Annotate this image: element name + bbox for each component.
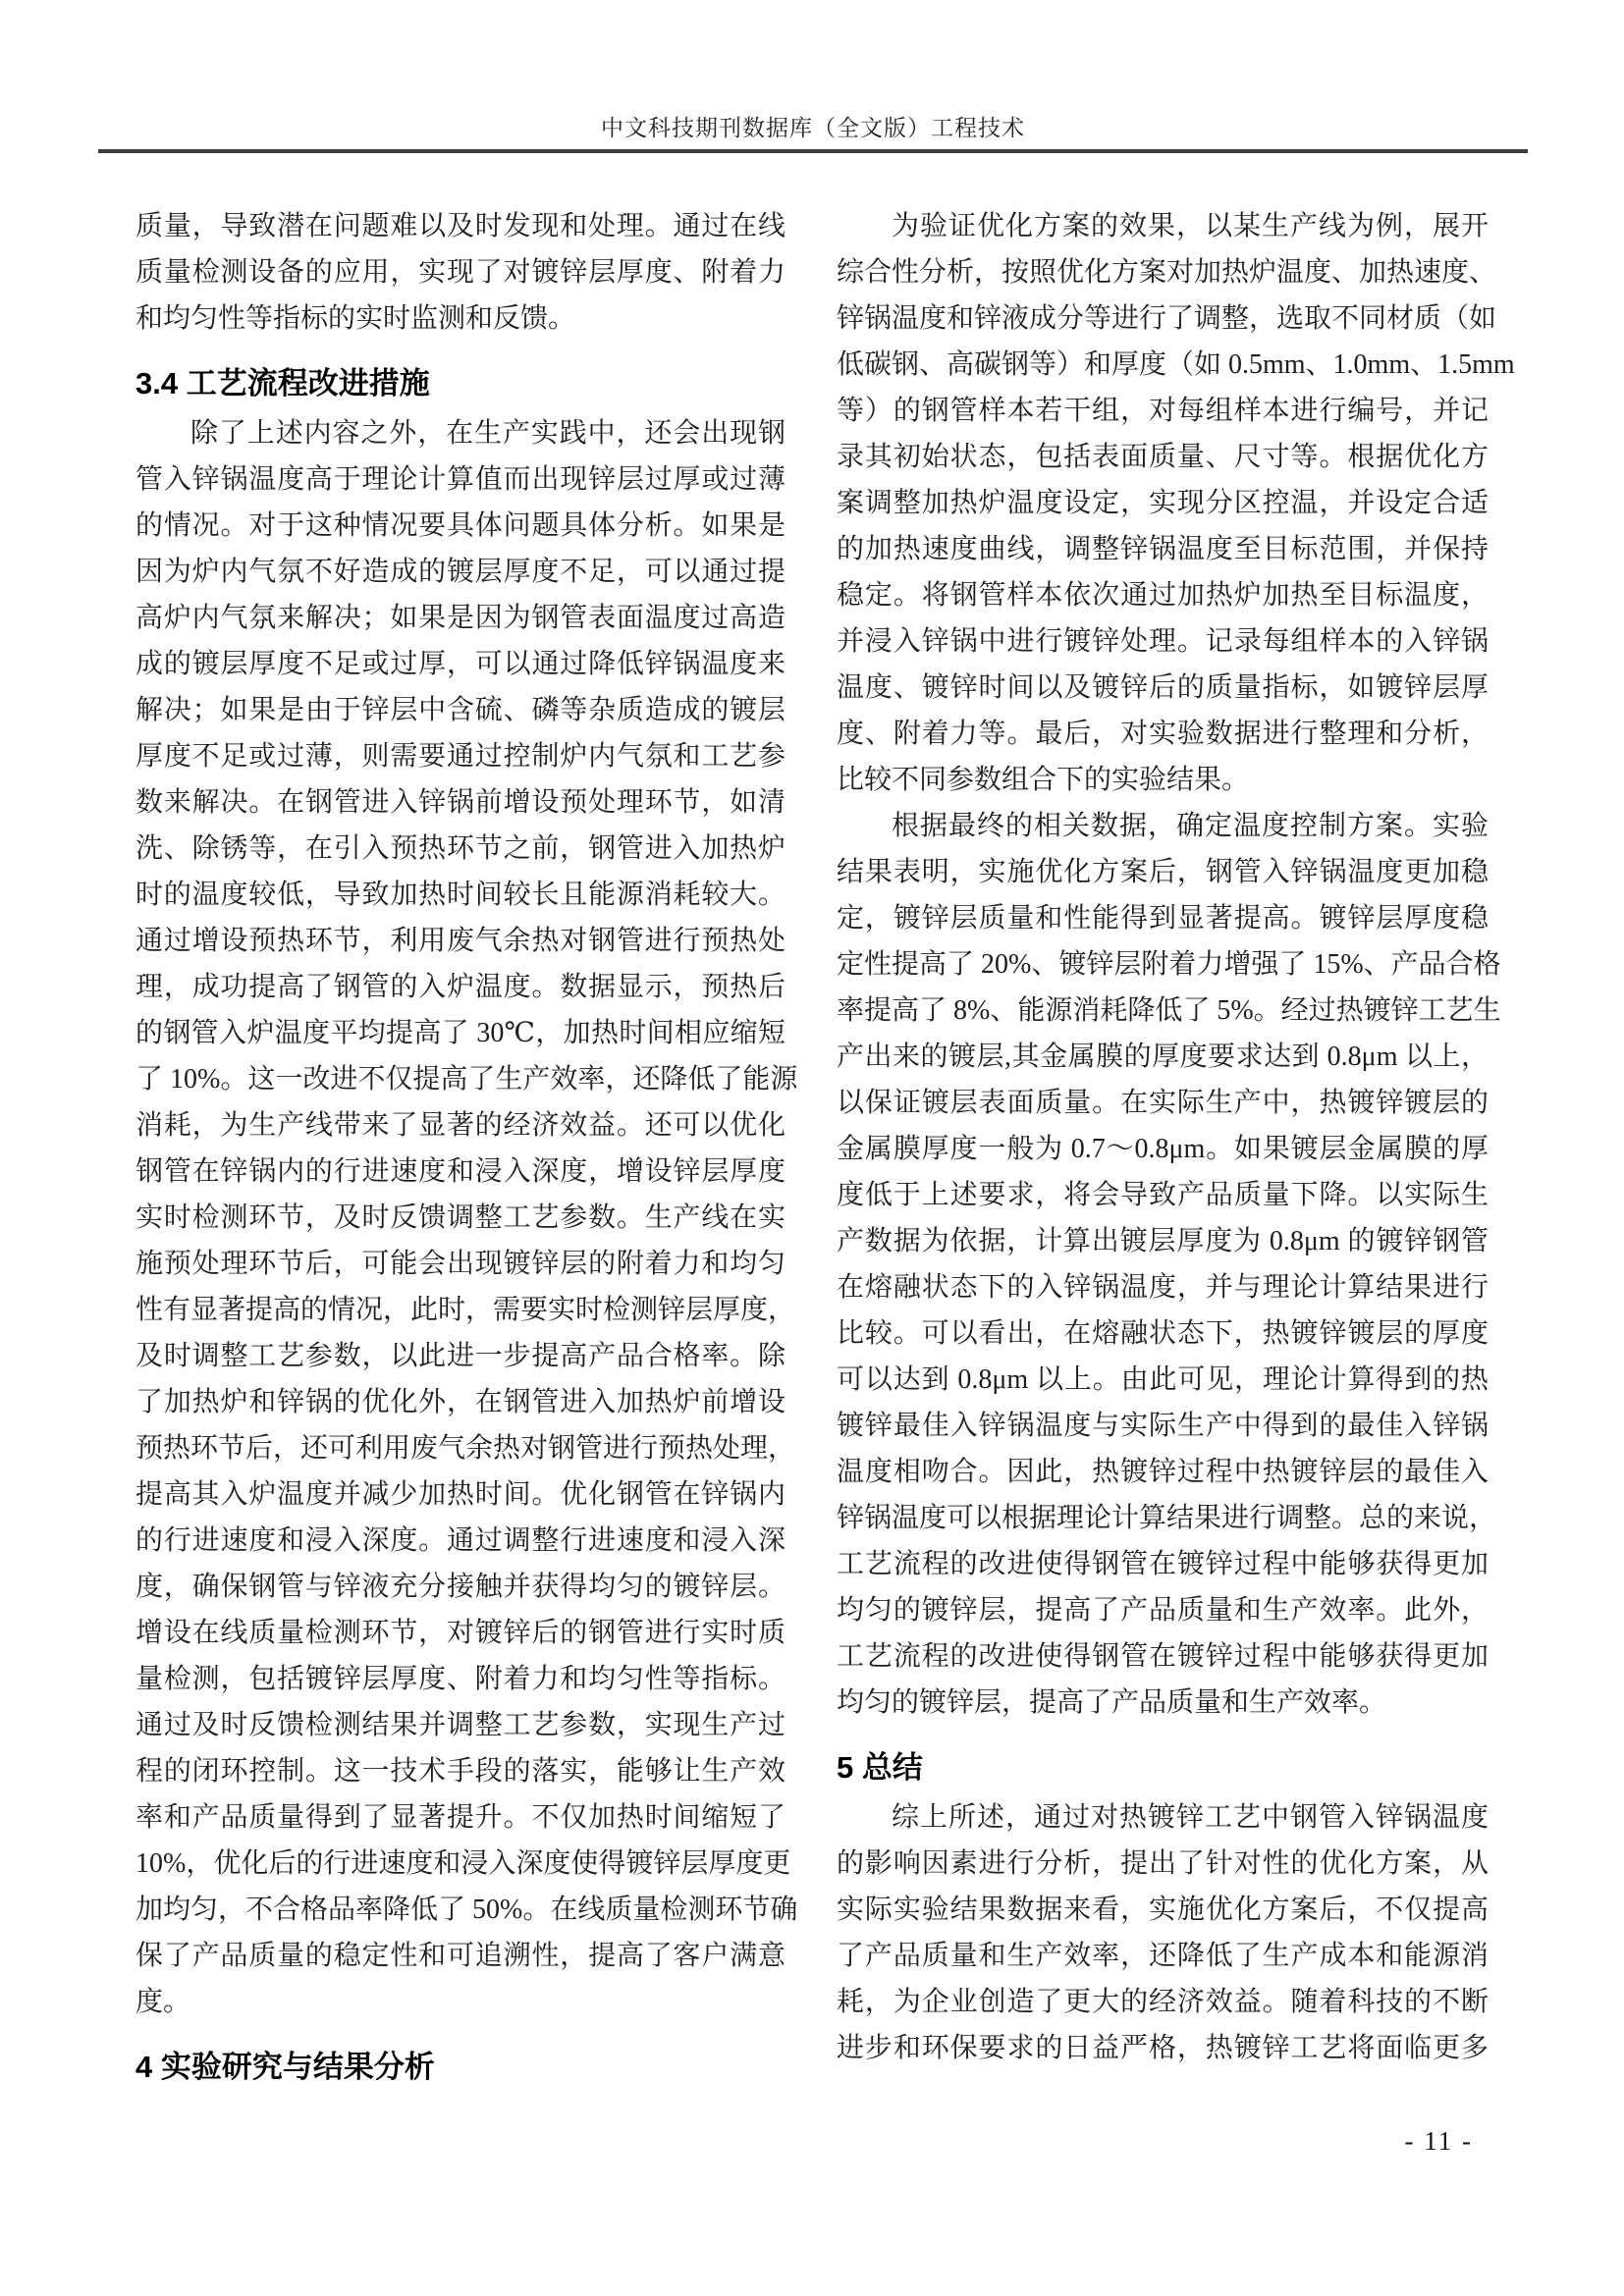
body-text-line: 度、附着力等。最后，对实验数据进行整理和分析， bbox=[837, 719, 1489, 749]
body-text-line: 因为炉内气氛不好造成的镀层厚度不足，可以通过提 bbox=[135, 557, 785, 587]
body-text-line: 厚度不足或过薄，则需要通过控制炉内气氛和工艺参 bbox=[135, 741, 785, 772]
body-text-line: 的钢管入炉温度平均提高了 30℃，加热时间相应缩短 bbox=[135, 1018, 785, 1048]
body-text-line: 洗、除锈等，在引入预热环节之前，钢管进入加热炉 bbox=[135, 833, 785, 864]
body-text-line: 了 10%。这一改进不仅提高了生产效率，还降低了能源 bbox=[135, 1064, 798, 1095]
body-text-line: 加均匀，不合格品率降低了 50%。在线质量检测环节确 bbox=[135, 1895, 798, 1925]
body-text-line: 质量，导致潜在问题难以及时发现和处理。通过在线 bbox=[135, 211, 785, 241]
body-text-line: 质量检测设备的应用，实现了对镀锌层厚度、附着力 bbox=[135, 257, 785, 288]
body-text-line: 10%，优化后的行进速度和浸入深度使得镀锌层厚度更 bbox=[135, 1848, 791, 1879]
body-text-line: 增设在线质量检测环节，对镀锌后的钢管进行实时质 bbox=[135, 1618, 785, 1648]
page-number: - 11 - bbox=[1404, 2126, 1473, 2156]
body-text-line: 定性提高了 20%、镀锌层附着力增强了 15%、产品合格 bbox=[837, 949, 1501, 980]
body-text-line: 为验证优化方案的效果，以某生产线为例，展开 bbox=[892, 211, 1489, 241]
body-text-line: 案调整加热炉温度设定，实现分区控温，并设定合适 bbox=[837, 488, 1489, 518]
header-rule bbox=[98, 149, 1528, 153]
body-text-line: 程的闭环控制。这一技术手段的落实，能够让生产效 bbox=[135, 1756, 785, 1787]
left-column bbox=[135, 203, 798, 2094]
body-text-line: 金属膜厚度一般为 0.7～0.8μm。如果镀层金属膜的厚 bbox=[837, 1134, 1489, 1164]
body-text-line: 在熔融状态下的入锌锅温度，并与理论计算结果进行 bbox=[837, 1272, 1489, 1303]
body-text-line: 根据最终的相关数据，确定温度控制方案。实验 bbox=[892, 811, 1489, 841]
body-text-line: 综合性分析，按照优化方案对加热炉温度、加热速度、 bbox=[837, 257, 1497, 288]
body-text-line: 产数据为依据，计算出镀层厚度为 0.8μm 的镀锌钢管 bbox=[837, 1226, 1489, 1256]
body-text-line: 锌锅温度可以根据理论计算结果进行调整。总的来说， bbox=[837, 1503, 1497, 1533]
body-text-line: 实时检测环节，及时反馈调整工艺参数。生产线在实 bbox=[135, 1202, 785, 1233]
journal-header-title: 中文科技期刊数据库（全文版）工程技术 bbox=[601, 116, 1025, 140]
body-text-line: 了加热炉和锌锅的优化外，在钢管进入加热炉前增设 bbox=[135, 1387, 785, 1417]
body-text-line: 理，成功提高了钢管的入炉温度。数据显示，预热后 bbox=[135, 972, 785, 1002]
body-text-line: 等）的钢管样本若干组，对每组样本进行编号，并记 bbox=[837, 396, 1489, 426]
body-text-line: 实际实验结果数据来看，实施优化方案后，不仅提高 bbox=[837, 1895, 1489, 1925]
section-heading: 4 实验研究与结果分析 bbox=[135, 2050, 435, 2084]
body-text-line: 及时调整工艺参数，以此进一步提高产品合格率。除 bbox=[135, 1341, 785, 1371]
body-text-line: 综上所述，通过对热镀锌工艺中钢管入锌锅温度 bbox=[892, 1802, 1489, 1833]
body-text-line: 镀锌最佳入锌锅温度与实际生产中得到的最佳入锌锅 bbox=[837, 1411, 1489, 1441]
body-text-line: 耗，为企业创造了更大的经济效益。随着科技的不断 bbox=[837, 1987, 1489, 2017]
body-text-line: 保了产品质量的稳定性和可追溯性，提高了客户满意 bbox=[135, 1941, 785, 1971]
body-text-line: 消耗，为生产线带来了显著的经济效益。还可以优化 bbox=[135, 1110, 785, 1141]
body-text-line: 稳定。将钢管样本依次通过加热炉加热至目标温度， bbox=[837, 580, 1489, 611]
body-text-line: 比较不同参数组合下的实验结果。 bbox=[837, 765, 1250, 795]
section-heading: 3.4 工艺流程改进措施 bbox=[135, 366, 430, 400]
body-text-line: 管入锌锅温度高于理论计算值而出现锌层过厚或过薄 bbox=[135, 464, 785, 495]
body-text-line: 工艺流程的改进使得钢管在镀锌过程中能够获得更加 bbox=[837, 1549, 1489, 1579]
body-text-line: 解决；如果是由于锌层中含硫、磷等杂质造成的镀层 bbox=[135, 695, 785, 725]
body-text-line: 定，镀锌层质量和性能得到显著提高。镀锌层厚度稳 bbox=[837, 903, 1489, 934]
section-heading: 5 总结 bbox=[837, 1750, 923, 1785]
body-text-line: 和均匀性等指标的实时监测和反馈。 bbox=[135, 303, 576, 334]
body-text-line: 均匀的镀锌层，提高了产品质量和生产效率。此外， bbox=[837, 1595, 1489, 1626]
body-text-line: 的情况。对于这种情况要具体问题具体分析。如果是 bbox=[135, 510, 785, 541]
body-text-line: 数来解决。在钢管进入锌锅前增设预处理环节，如清 bbox=[135, 787, 785, 818]
body-text-line: 产出来的镀层,其金属膜的厚度要求达到 0.8μm 以上， bbox=[837, 1041, 1489, 1072]
body-text-line: 除了上述内容之外，在生产实践中，还会出现钢 bbox=[190, 418, 785, 449]
right-column bbox=[837, 203, 1515, 2071]
body-text-line: 可以达到 0.8μm 以上。由此可见，理论计算得到的热 bbox=[837, 1364, 1489, 1395]
body-text-line: 率提高了 8%、能源消耗降低了 5%。经过热镀锌工艺生 bbox=[837, 995, 1501, 1026]
body-text-line: 施预处理环节后，可能会出现镀锌层的附着力和均匀 bbox=[135, 1249, 785, 1279]
body-text-line: 锌锅温度和锌液成分等进行了调整，选取不同材质（如 bbox=[837, 303, 1497, 334]
body-text-line: 录其初始状态，包括表面质量、尺寸等。根据优化方 bbox=[837, 442, 1489, 472]
body-text-line: 低碳钢、高碳钢等）和厚度（如 0.5mm、1.0mm、1.5mm bbox=[837, 349, 1515, 380]
body-text-line: 量检测，包括镀锌层厚度、附着力和均匀性等指标。 bbox=[135, 1664, 785, 1694]
body-text-line: 结果表明，实施优化方案后，钢管入锌锅温度更加稳 bbox=[837, 857, 1489, 887]
body-text-line: 预热环节后，还可利用废气余热对钢管进行预热处理， bbox=[135, 1433, 796, 1464]
body-text-line: 率和产品质量得到了显著提升。不仅加热时间缩短了 bbox=[135, 1802, 785, 1833]
body-text-line: 性有显著提高的情况，此时，需要实时检测锌层厚度， bbox=[135, 1295, 796, 1325]
body-text-line: 提高其入炉温度并减少加热时间。优化钢管在锌锅内 bbox=[135, 1479, 785, 1510]
body-text-line: 通过增设预热环节，利用废气余热对钢管进行预热处 bbox=[135, 926, 785, 956]
body-text-line: 度低于上述要求，将会导致产品质量下降。以实际生 bbox=[837, 1180, 1489, 1210]
body-text-line: 的加热速度曲线，调整锌锅温度至目标范围，并保持 bbox=[837, 534, 1489, 564]
body-text-line: 比较。可以看出，在熔融状态下，热镀锌镀层的厚度 bbox=[837, 1318, 1489, 1349]
body-text-line: 均匀的镀锌层，提高了产品质量和生产效率。 bbox=[837, 1687, 1387, 1718]
body-text-line: 钢管在锌锅内的行进速度和浸入深度，增设锌层厚度 bbox=[135, 1156, 785, 1187]
body-text-line: 时的温度较低，导致加热时间较长且能源消耗较大。 bbox=[135, 880, 785, 910]
body-text-line: 成的镀层厚度不足或过厚，可以通过降低锌锅温度来 bbox=[135, 649, 785, 679]
body-text-line: 并浸入锌锅中进行镀锌处理。记录每组样本的入锌锅 bbox=[837, 626, 1489, 657]
body-text-line: 以保证镀层表面质量。在实际生产中，热镀锌镀层的 bbox=[837, 1088, 1489, 1118]
body-text-line: 的影响因素进行分析，提出了针对性的优化方案，从 bbox=[837, 1848, 1489, 1879]
body-text-line: 度，确保钢管与锌液充分接触并获得均匀的镀锌层。 bbox=[135, 1572, 785, 1602]
body-text-line: 的行进速度和浸入深度。通过调整行进速度和浸入深 bbox=[135, 1525, 785, 1556]
body-text-line: 工艺流程的改进使得钢管在镀锌过程中能够获得更加 bbox=[837, 1641, 1489, 1672]
body-text-line: 温度、镀锌时间以及镀锌后的质量指标，如镀锌层厚 bbox=[837, 672, 1489, 703]
body-text-line: 高炉内气氛来解决；如果是因为钢管表面温度过高造 bbox=[135, 603, 785, 633]
body-text-line: 了产品质量和生产效率，还降低了生产成本和能源消 bbox=[837, 1941, 1489, 1971]
body-text-line: 进步和环保要求的日益严格，热镀锌工艺将面临更多 bbox=[837, 2033, 1489, 2063]
body-text-line: 通过及时反馈检测结果并调整工艺参数，实现生产过 bbox=[135, 1710, 785, 1740]
body-text-line: 温度相吻合。因此，热镀锌过程中热镀锌层的最佳入 bbox=[837, 1457, 1489, 1487]
body-text-line: 度。 bbox=[135, 1987, 191, 2017]
